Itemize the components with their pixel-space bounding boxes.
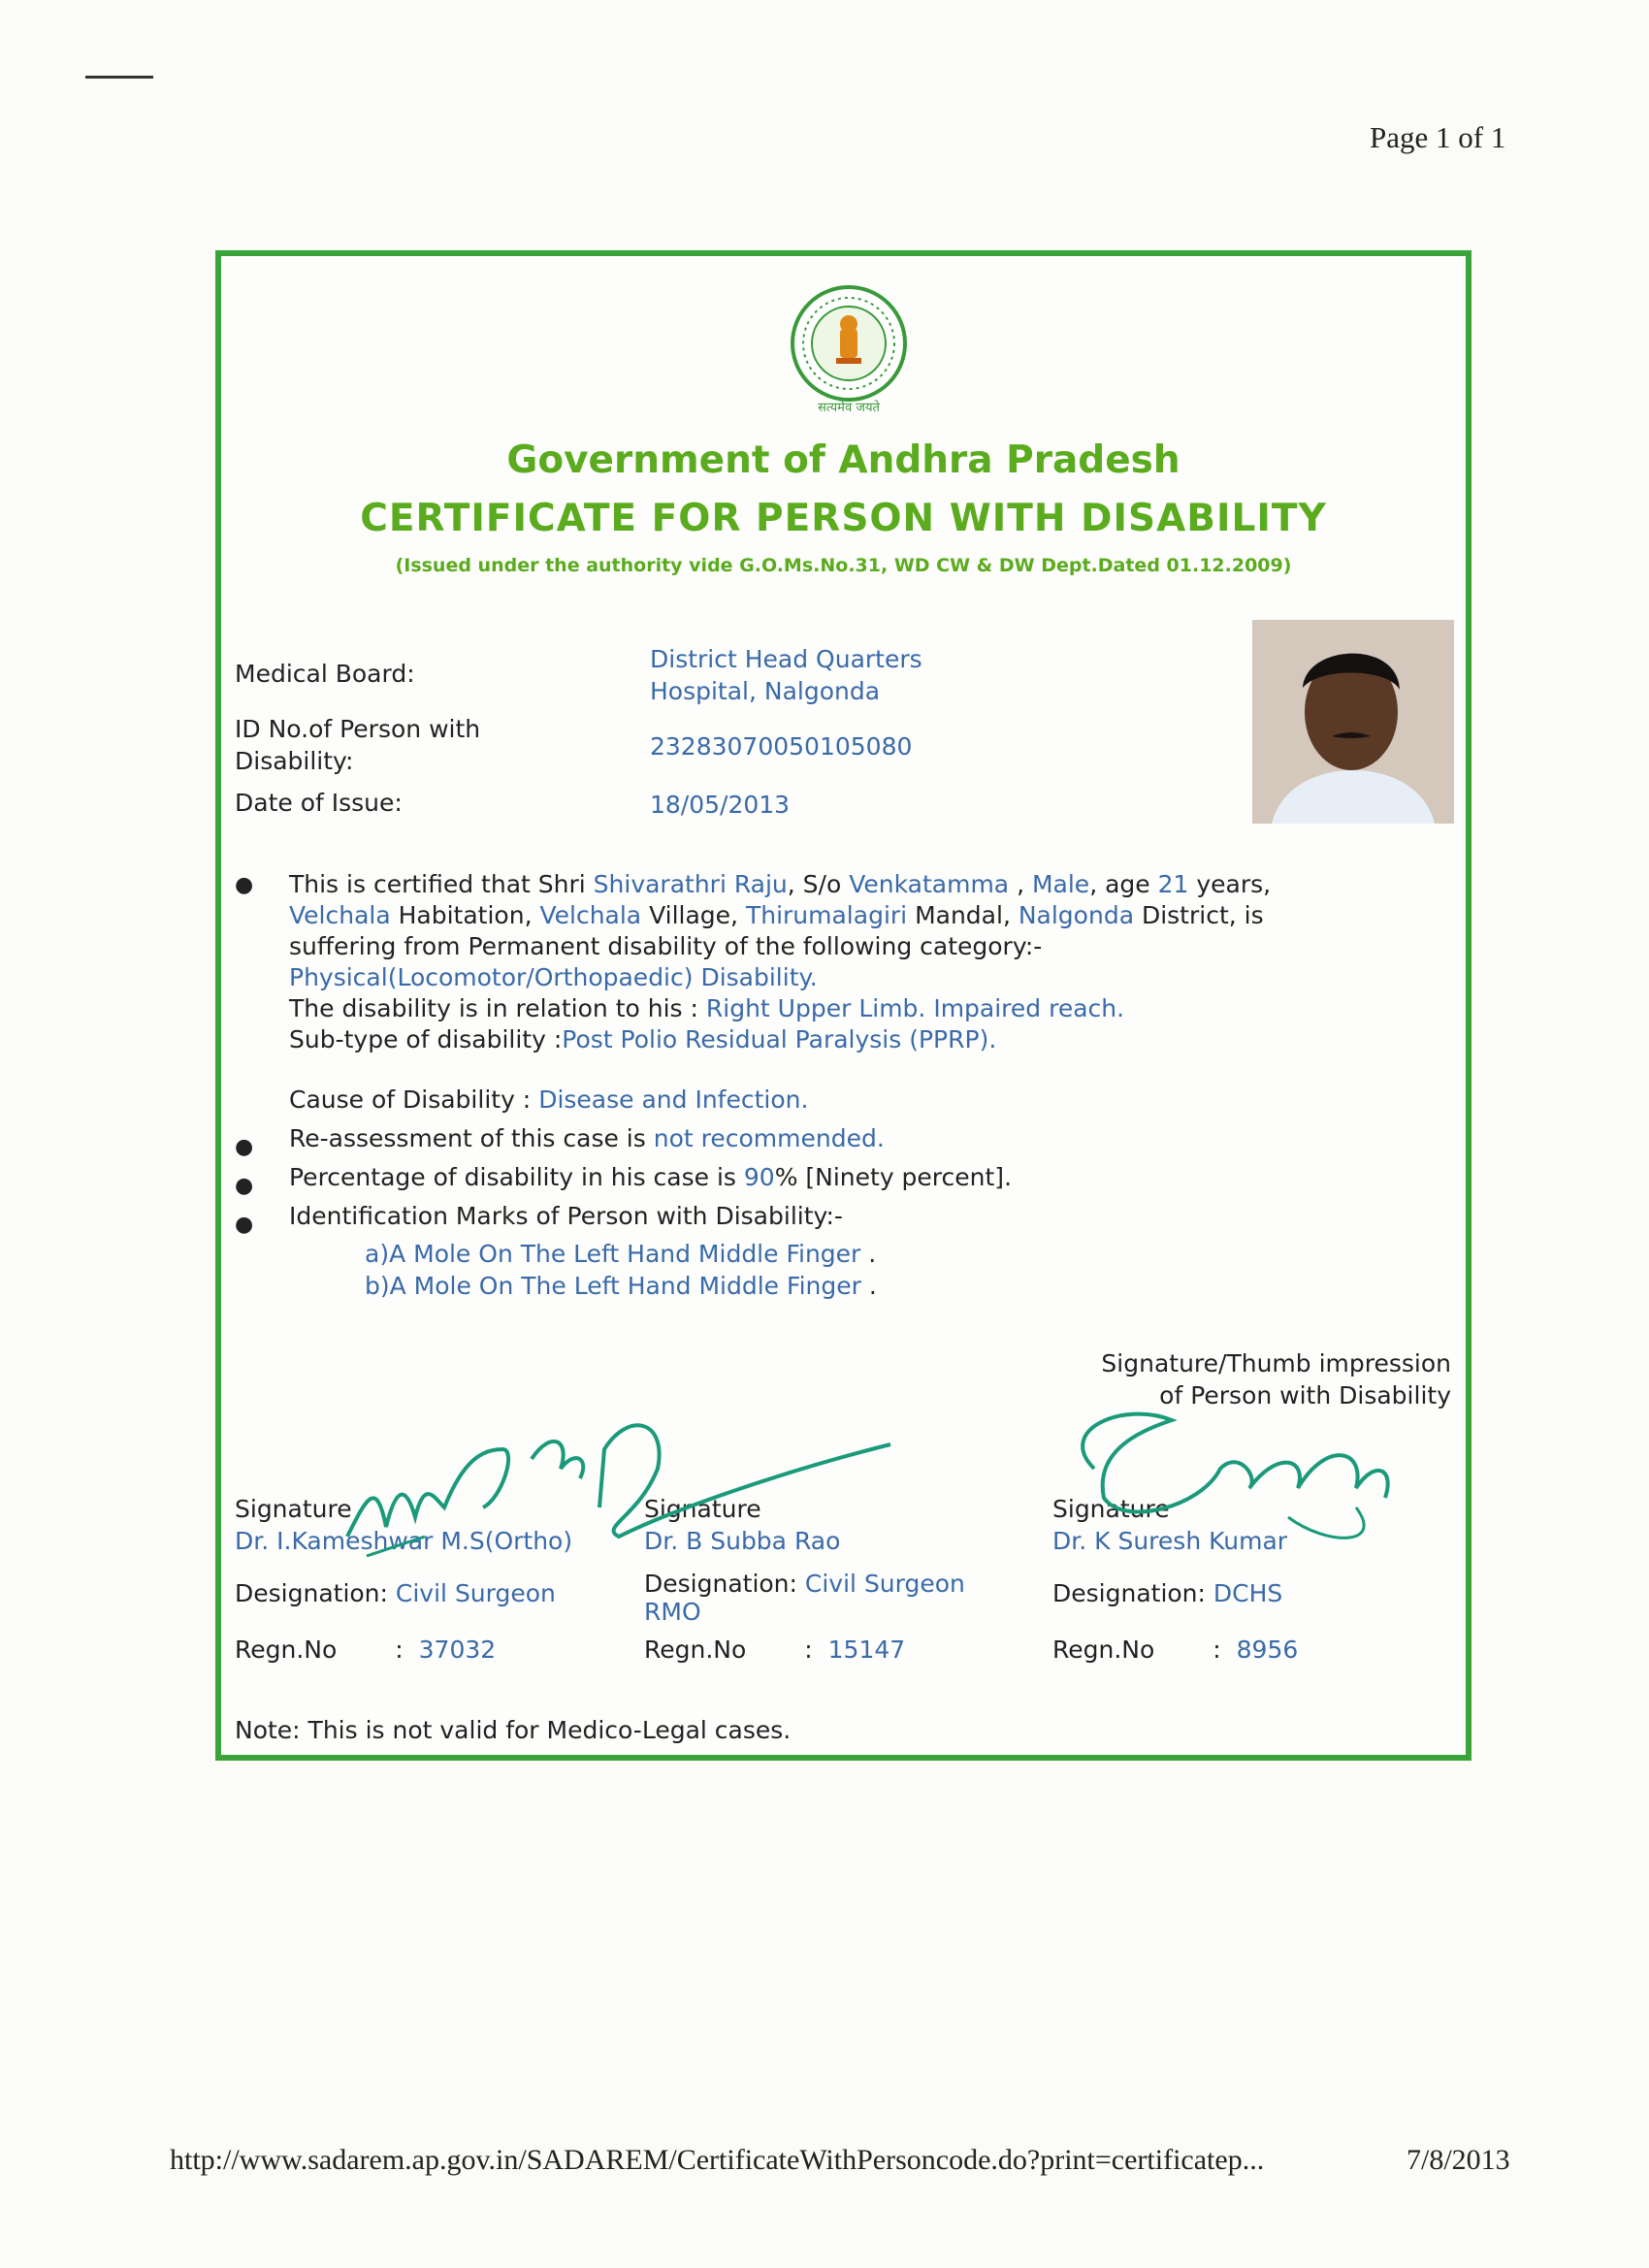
emblem-motto: सत्यमेव जयते [818,401,880,415]
bullet-3: ● [235,1174,254,1198]
scan-mark [85,76,153,79]
certified-line-6: Sub-type of disability :Post Polio Residual Paralysis (PPRP). [289,1025,997,1053]
id-label-1: ID No.of Person with [235,715,481,743]
id-marks-label: Identification Marks of Person with Disability:- [289,1202,843,1230]
person-photo [1252,620,1454,824]
regn-no: Regn.No : 15147 [644,1636,906,1664]
bullet-4: ● [235,1213,254,1237]
disability-subtype: Post Polio Residual Paralysis (PPRP). [562,1025,997,1053]
cause-value: Disease and Infection. [538,1085,809,1114]
certified-line-1: This is certified that Shri Shivarathri Raju, S/o Venkatamma , Male, age 21 years, [289,870,1272,898]
bullet-2: ● [235,1135,254,1159]
government-title: Government of Andhra Pradesh [506,438,1180,482]
date-label: Date of Issue: [235,789,403,817]
age: 21 [1157,870,1189,898]
designation: Designation: Civil Surgeon [235,1579,556,1607]
state-emblem-icon [776,275,922,421]
certificate-frame [215,250,1471,1761]
village: Velchala [539,901,642,929]
certificate-title: CERTIFICATE FOR PERSON WITH DISABILITY [360,497,1327,540]
person-name: Shivarathri Raju [593,870,788,898]
medical-board-value-1: District Head Quarters [650,645,922,673]
id-value: 23283070050105080 [650,732,913,761]
signature-label: Signature [235,1495,352,1523]
regn-no: Regn.No : 8956 [1052,1636,1299,1664]
certification-paragraph [289,869,1434,1232]
regn-no: Regn.No : 37032 [235,1636,497,1664]
authority-line: (Issued under the authority vide G.O.Ms.No.31, WD CW & DW Dept.Dated 01.12.2009) [395,555,1292,576]
signatory-name: Dr. B Subba Rao [644,1527,841,1555]
cause-line: Cause of Disability : Disease and Infection. [289,1085,809,1114]
footer-url: http://www.sadarem.ap.gov.in/SADAREM/CertificateWithPersoncode.do?print=certificatep... [170,2144,1265,2176]
id-mark-a: a)A Mole On The Left Hand Middle Finger . [365,1240,877,1268]
disability-relation: Right Upper Limb. Impaired reach. [705,994,1125,1022]
page-number: Page 1 of 1 [1370,120,1506,154]
bullet-1: ● [235,873,254,897]
medical-board-value-2: Hospital, Nalgonda [650,677,881,705]
habitation: Velchala [289,901,391,929]
percentage-line: Percentage of disability in his case is 90% [Ninety percent]. [289,1163,1013,1191]
footer-date: 7/8/2013 [1406,2144,1510,2176]
reassessment-value: not recommended. [653,1124,885,1152]
designation: Designation: Civil Surgeon [644,1570,965,1598]
date-value: 18/05/2013 [650,791,791,819]
disability-category: Physical(Locomotor/Orthopaedic) Disability. [289,963,818,991]
certified-line-3: suffering from Permanent disability of the following category:- [289,932,1043,960]
percentage-value: 90 [743,1163,775,1191]
id-label-2: Disability: [235,747,354,775]
person-portrait-icon [1252,620,1454,824]
validity-note: Note: This is not valid for Medico-Legal cases. [235,1716,792,1744]
designation-2: RMO [644,1598,701,1626]
signatory-name: Dr. I.Kameshwar M.S(Ortho) [235,1527,573,1555]
signature-label: Signature [644,1495,761,1523]
signature-label: Signature [1052,1495,1170,1523]
medical-board-label: Medical Board: [235,660,415,688]
father-name: Venkatamma [849,870,1018,898]
signatory-name: Dr. K Suresh Kumar [1052,1527,1288,1555]
gender: Male [1031,870,1090,898]
thumb-impression-label: Signature/Thumb impression of Person with Disability [1101,1349,1451,1409]
certified-line-5: The disability is in relation to his : Right Upper Limb. Impaired reach. [289,994,1125,1022]
designation: Designation: DCHS [1052,1579,1283,1607]
reassessment-line: Re-assessment of this case is not recommended. [289,1124,885,1152]
id-mark-b: b)A Mole On The Left Hand Middle Finger . [365,1272,877,1300]
certified-line-2: Velchala Habitation, Velchala Village, Thirumalagiri Mandal, Nalgonda District, is [289,901,1264,929]
mandal: Thirumalagiri [745,901,908,929]
district: Nalgonda [1018,901,1135,929]
